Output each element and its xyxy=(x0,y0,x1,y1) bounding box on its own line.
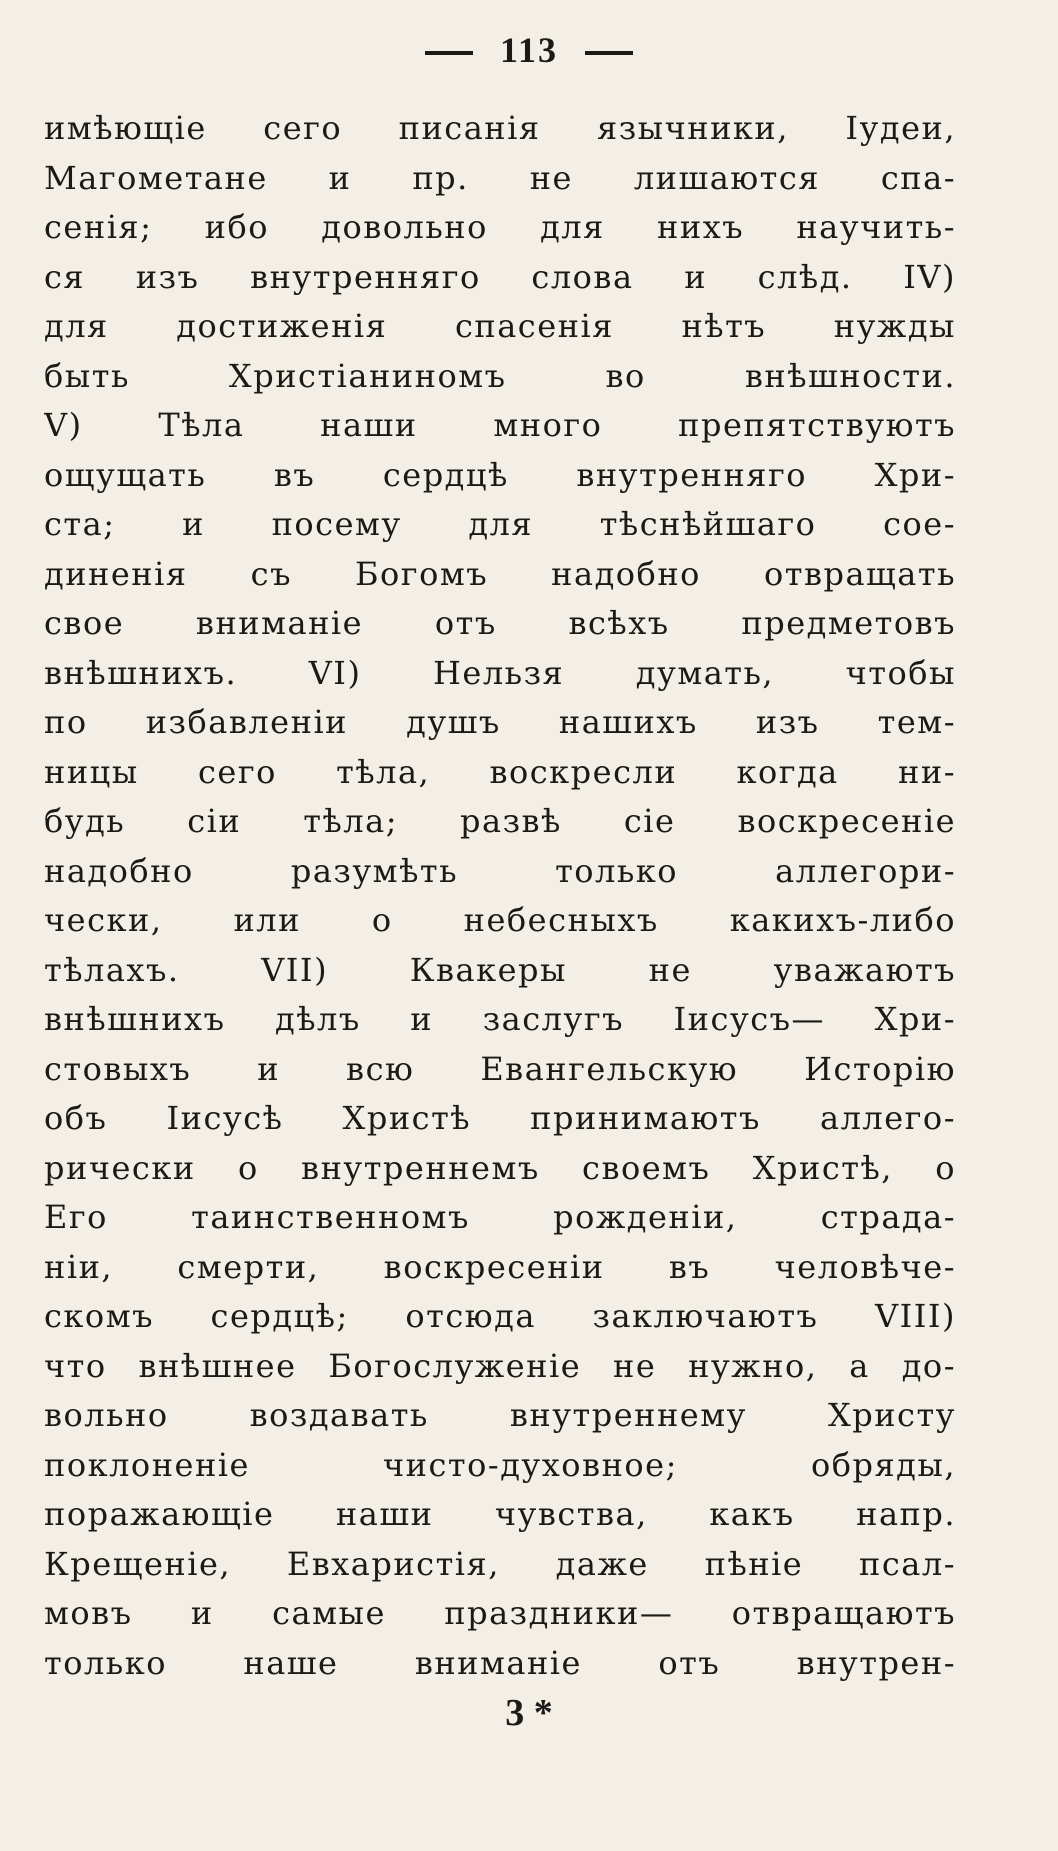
body-text xyxy=(44,104,956,1688)
text-line: Магометане и пр. не лишаются спа- xyxy=(44,158,956,197)
text-line: Его таинственномъ рожденіи, страда- xyxy=(44,1198,956,1236)
text-line: по избавленіи душъ нашихъ изъ тем- xyxy=(44,703,956,741)
text-line: свое вниманіе отъ всѣхъ предметовъ xyxy=(44,604,956,642)
text-line: вольно воздавать внутреннему Христу xyxy=(44,1396,956,1434)
text-line: стовыхъ и всю Евангельскую Исторію xyxy=(44,1049,956,1088)
text-line: рически о внутреннемъ своемъ Христѣ, о xyxy=(44,1148,956,1187)
text-line: тѣлахъ. VII) Квакеры не уважаютъ xyxy=(44,950,956,989)
text-line: диненія съ Богомъ надобно отвращать xyxy=(44,554,956,593)
text-line: быть Христіаниномъ во внѣшности. xyxy=(44,356,956,395)
text-line: ніи, смерти, воскресеніи въ человѣче- xyxy=(44,1247,956,1286)
text-line: скомъ сердцѣ; отсюда заключаютъ VIII) xyxy=(44,1297,956,1335)
text-line: ся изъ внутренняго слова и слѣд. IV) xyxy=(44,257,956,296)
signature-mark: 3 * xyxy=(505,1692,553,1734)
text-line: внѣшнихъ дѣлъ и заслугъ Іисусъ— Хри- xyxy=(44,1000,956,1038)
header-dash-left xyxy=(425,51,473,55)
text-line: надобно разумѣть только аллегори- xyxy=(44,851,956,890)
page-number: 113 xyxy=(499,30,558,70)
text-line: поклоненіе чисто-духовное; обряды, xyxy=(44,1445,956,1484)
text-line: ста; и посему для тѣснѣйшаго сое- xyxy=(44,505,956,543)
text-line: ницы сего тѣла, воскресли когда ни- xyxy=(44,752,956,791)
text-line: только наше вниманіе отъ внутрен- xyxy=(44,1643,956,1682)
text-line: чески, или о небесныхъ какихъ-либо xyxy=(44,901,956,939)
text-line: мовъ и самые праздники— отвращаютъ xyxy=(44,1594,956,1632)
text-line: Крещеніе, Евхаристія, даже пѣніе псал- xyxy=(44,1544,956,1583)
text-line: поражающіе наши чувства, какъ напр. xyxy=(44,1495,956,1533)
text-line: внѣшнихъ. VI) Нельзя думать, чтобы xyxy=(44,653,956,692)
text-line: ощущать въ сердцѣ внутренняго Хри- xyxy=(44,455,956,494)
text-line: что внѣшнее Богослуженіе не нужно, а до- xyxy=(44,1346,956,1385)
text-line: имѣющіе сего писанія язычники, Іудеи, xyxy=(44,109,956,147)
text-line: для достиженія спасенія нѣтъ нужды xyxy=(44,307,956,345)
text-line: V) Тѣла наши много препятствуютъ xyxy=(44,406,956,444)
text-line: сенія; ибо довольно для нихъ научить- xyxy=(44,208,956,246)
text-line: будь сіи тѣла; развѣ сіе воскресеніе xyxy=(44,802,956,840)
header-dash-right xyxy=(585,51,633,55)
text-line: объ Іисусѣ Христѣ принимаютъ аллего- xyxy=(44,1099,956,1137)
page-header xyxy=(0,28,1058,73)
